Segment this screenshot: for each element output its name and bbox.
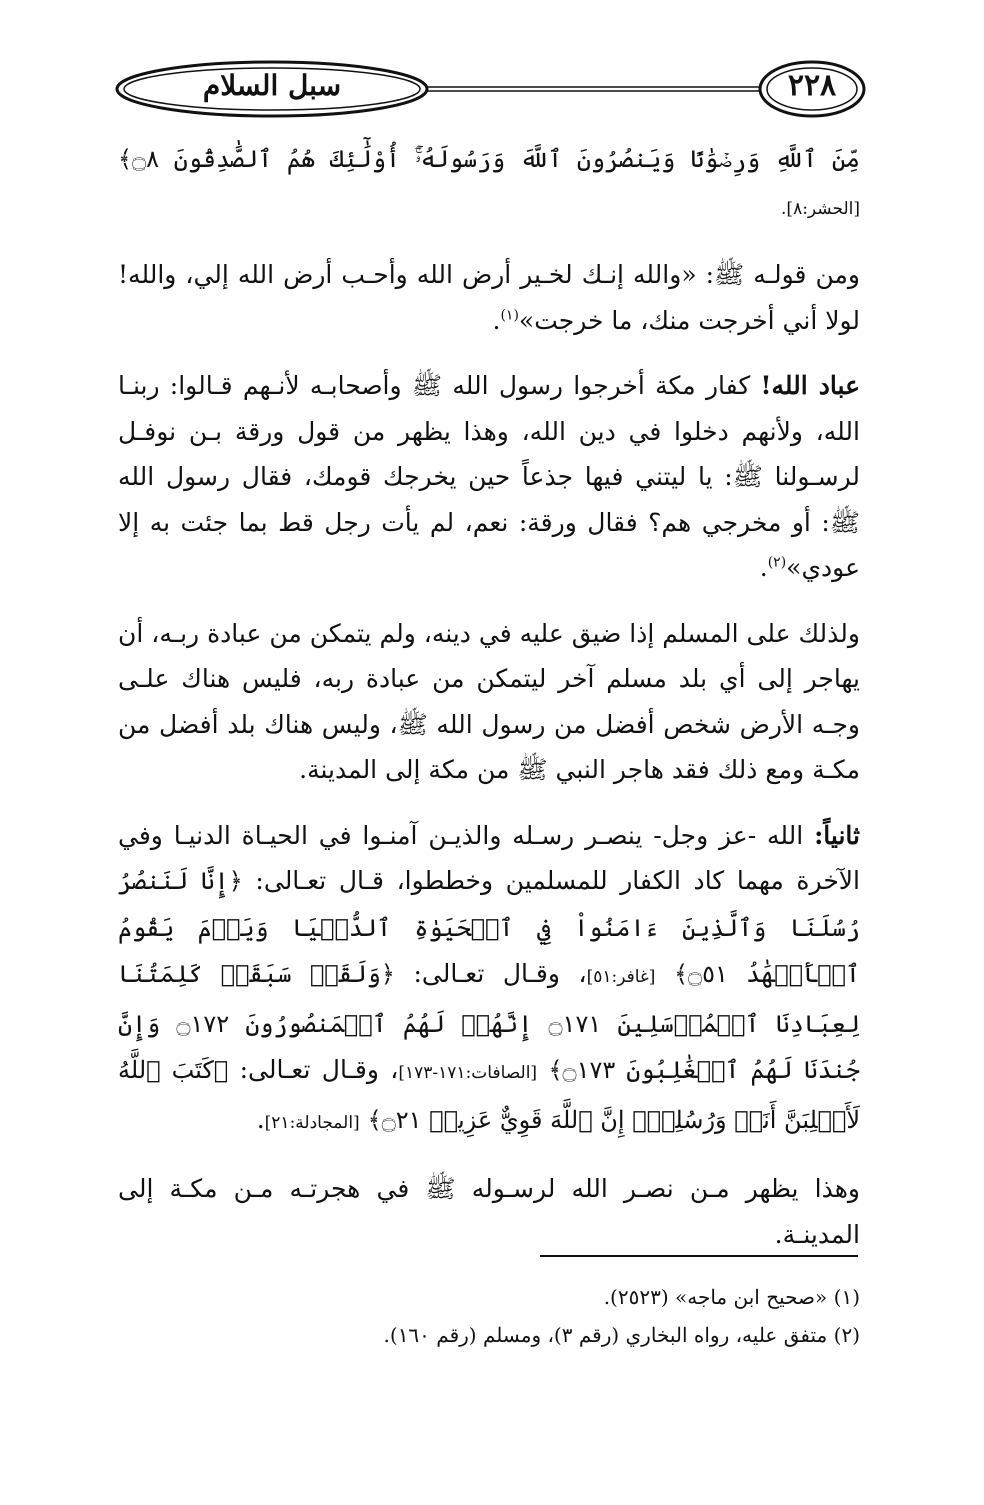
paragraph-4 bbox=[118, 611, 860, 793]
quran-verse: ﴿إِنَّا لَنَنصُرُ رُسُلَنَا وَٱلَّذِينَ ءَامَنُواْ فِي ٱلۡحَيَوٰةِ ٱلدُّنۡيَا وَيَوۡمَ يَقُومُ ٱلۡأَشۡهَٰدُ ۝٥١﴾ bbox=[118, 867, 860, 988]
paragraph-text: ، وقـال تعـالى: bbox=[228, 1055, 399, 1084]
paragraph-text: ولذلك على المسلم إذا ضيق عليه في دينه، ولم يتمكن من عبادة ربـه، أن يهاجر إلى أي بلد مسلم آخر ليتمكن من عبادة ربه، فليس هناك علـى وجـه الأرض شخص أفضل من رسول الله ﷺ، وليس هناك بلد أفضل من مكـة ومع ذلك فقد هاجر النبي ﷺ من مكة إلى المدينة. bbox=[118, 618, 860, 784]
paragraph-3 bbox=[118, 363, 860, 591]
paragraph-text: كفار مكة أخرجوا رسول الله ﷺ وأصحابـه لأنـهم قـالوا: ربنـا الله، ولأنهم دخلوا في دين الله، وهذا يظهر من قول ورقة بـن نوفـل لرسـولنا ﷺ: يا ليتني فيها جذعاً حين يخرجك قومك، فقال رسول الله ﷺ: أو مخرجي هم؟ فقال ورقة: نعم، لم يأت رجل قط بما جئت به إلا عودي» bbox=[118, 371, 860, 582]
paragraph-lead: ثانياً: bbox=[814, 820, 860, 850]
paragraph-end: . bbox=[759, 553, 768, 582]
main-text bbox=[118, 136, 860, 1277]
quran-verse: مِّنَ ٱللَّهِ وَرِضۡوَٰنًا وَيَنصُرُونَ ٱللَّهَ وَرَسُولَهُۥٓۚ أُوْلَٰٓئِكَ هُمُ ٱلصَّٰدِقُونَ ۝٨﴾ bbox=[118, 145, 860, 173]
paragraph-lead: عباد الله! bbox=[760, 371, 860, 400]
page-header bbox=[112, 54, 872, 124]
paragraph-5 bbox=[118, 813, 860, 1147]
verse-reference: [الحشر:٨]. bbox=[781, 198, 860, 219]
paragraph-text: ومن قولـه ﷺ: «والله إنـك لخـير أرض الله وأحـب أرض الله إلي، والله! لولا أني أخرجت منك، ما خرجت» bbox=[118, 260, 860, 335]
paragraph-1 bbox=[118, 136, 860, 232]
paragraph-text: وهذا يظهر مـن نصـر الله لرسـوله ﷺ في هجرتـه مـن مكـة إلى المدينـة. bbox=[118, 1174, 860, 1249]
paragraph-text: الله -عز وجل- ينصـر رسـله والذيـن آمنـوا في الحيـاة الدنيـا وفي الآخرة مهما كاد الكفار للمسلمين وخططوا، قـال تعـالى: bbox=[118, 820, 860, 895]
paragraph-6 bbox=[118, 1166, 860, 1257]
footnote-divider bbox=[540, 1255, 858, 1257]
footnote-1: (١) «صحيح ابن ماجه» (٢٥٢٣). bbox=[603, 1285, 860, 1309]
verse-reference: [الصافات:١٧١-١٧٣] bbox=[398, 1063, 538, 1083]
footnote-marker: (١) bbox=[500, 307, 519, 324]
footnote-2: (٢) متفق عليه، رواه البخاري (رقم ٣)، ومسلم (رقم ١٦٠). bbox=[383, 1323, 860, 1347]
paragraph-end: . bbox=[492, 305, 501, 335]
running-title: سبل السلام bbox=[202, 69, 342, 102]
verse-reference: [المجادلة:٢١] bbox=[264, 1112, 360, 1133]
paragraph-end: . bbox=[256, 1104, 265, 1134]
paragraph-2 bbox=[118, 252, 860, 343]
verse-reference: [غافر:٥١] bbox=[586, 967, 656, 987]
page-number: ٢٢٨ bbox=[787, 68, 837, 103]
quran-verse: ﴿كَتَبَ ٱللَّهُ لَأَغۡلِبَنَّ أَنَا۠ وَرُسُلِيٓۚ إِنَّ ٱللَّهَ قَوِيٌّ عَزِيزٞ ۝٢١﴾ bbox=[118, 1056, 860, 1134]
footnotes bbox=[118, 1278, 860, 1354]
quran-verse: ﴿وَلَقَدۡ سَبَقَتۡ كَلِمَتُنَا لِعِبَادِنَا ٱلۡمُرۡسَلِينَ ۝١٧١ إِنَّهُمۡ لَهُمُ ٱلۡمَنصُورُونَ ۝١٧٢ وَإِنَّ جُندَنَا لَهُمُ ٱلۡغَٰلِبُونَ ۝١٧٣﴾ bbox=[118, 960, 861, 1084]
paragraph-text: ، وقـال تعـالى: bbox=[394, 959, 587, 988]
footnote-marker: (٢) bbox=[767, 554, 787, 571]
